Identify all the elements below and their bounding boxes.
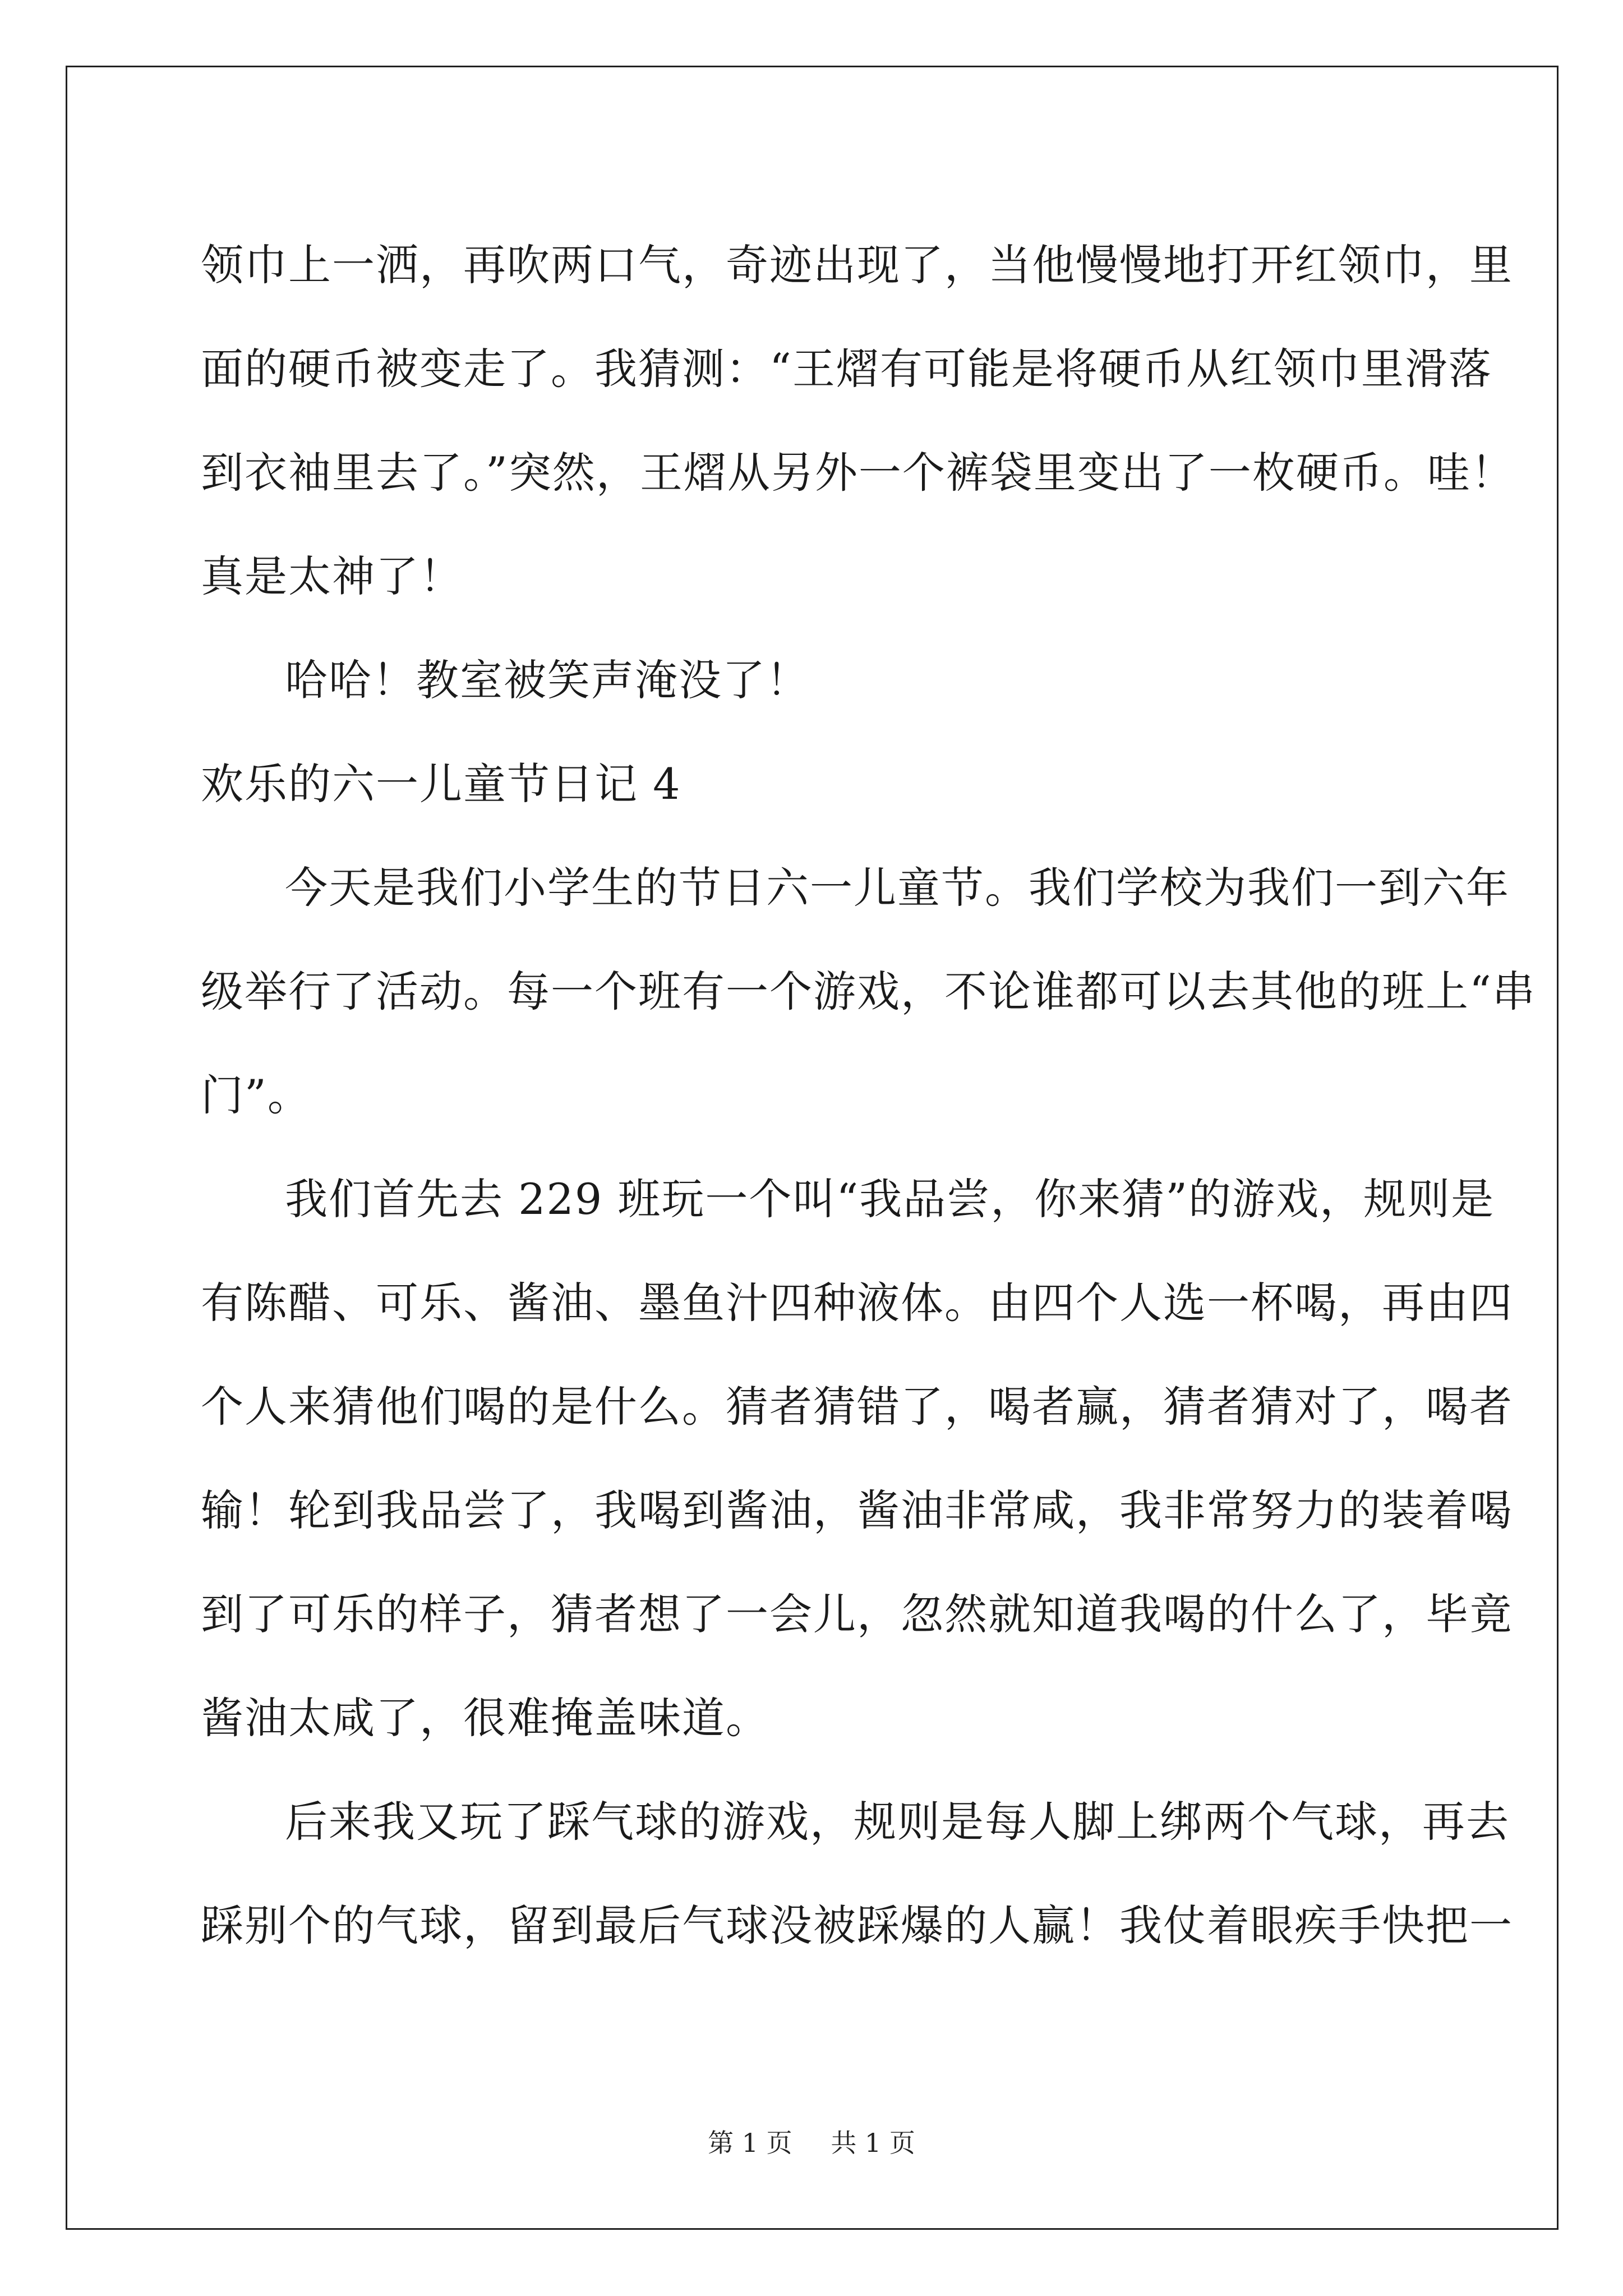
paragraph-line: 今天是我们小学生的节日六一儿童节。我们学校为我们一到六年	[285, 863, 1510, 913]
section-heading: 欢乐的六一儿童节日记 4	[201, 759, 681, 809]
text-line: 面的硬币被变走了。我猜测：“王熠有可能是将硬币从红领巾里滑落	[201, 344, 1492, 394]
page-footer	[0, 2126, 1623, 2160]
text-line: 到衣袖里去了。”突然，王熠从另外一个裤袋里变出了一枚硬币。哇！	[201, 448, 1515, 498]
text-line: 有陈醋、可乐、酱油、墨鱼汁四种液体。由四个人选一杯喝，再由四	[201, 1278, 1513, 1328]
text-line: 输！轮到我品尝了，我喝到酱油，酱油非常咸，我非常努力的装着喝	[201, 1485, 1513, 1535]
paragraph-line: 哈哈！教室被笑声淹没了！	[285, 655, 810, 705]
text-line: 级举行了活动。每一个班有一个游戏，不论谁都可以去其他的班上“串	[201, 967, 1536, 1016]
text-line: 酱油太咸了，很难掩盖味道。	[201, 1693, 769, 1743]
text-line: 踩别个的气球，留到最后气球没被踩爆的人赢！我仗着眼疾手快把一	[201, 1901, 1513, 1950]
paragraph-line: 我们首先去 229 班玩一个叫“我品尝，你来猜”的游戏，规则是	[285, 1174, 1495, 1224]
text-line: 门”。	[201, 1070, 311, 1120]
text-line: 真是太神了！	[201, 551, 463, 601]
text-line: 个人来猜他们喝的是什么。猜者猜错了，喝者赢，猜者猜对了，喝者	[201, 1382, 1513, 1432]
text-line: 领巾上一洒，再吹两口气，奇迹出现了，当他慢慢地打开红领巾，里	[201, 240, 1513, 290]
document-body	[201, 213, 1536, 1977]
page-total: 共 1 页	[831, 2128, 915, 2158]
text-line: 到了可乐的样子，猜者想了一会儿，忽然就知道我喝的什么了，毕竟	[201, 1589, 1513, 1639]
page-number: 第 1 页	[708, 2128, 792, 2158]
paragraph-line: 后来我又玩了踩气球的游戏，规则是每人脚上绑两个气球，再去	[285, 1797, 1510, 1847]
